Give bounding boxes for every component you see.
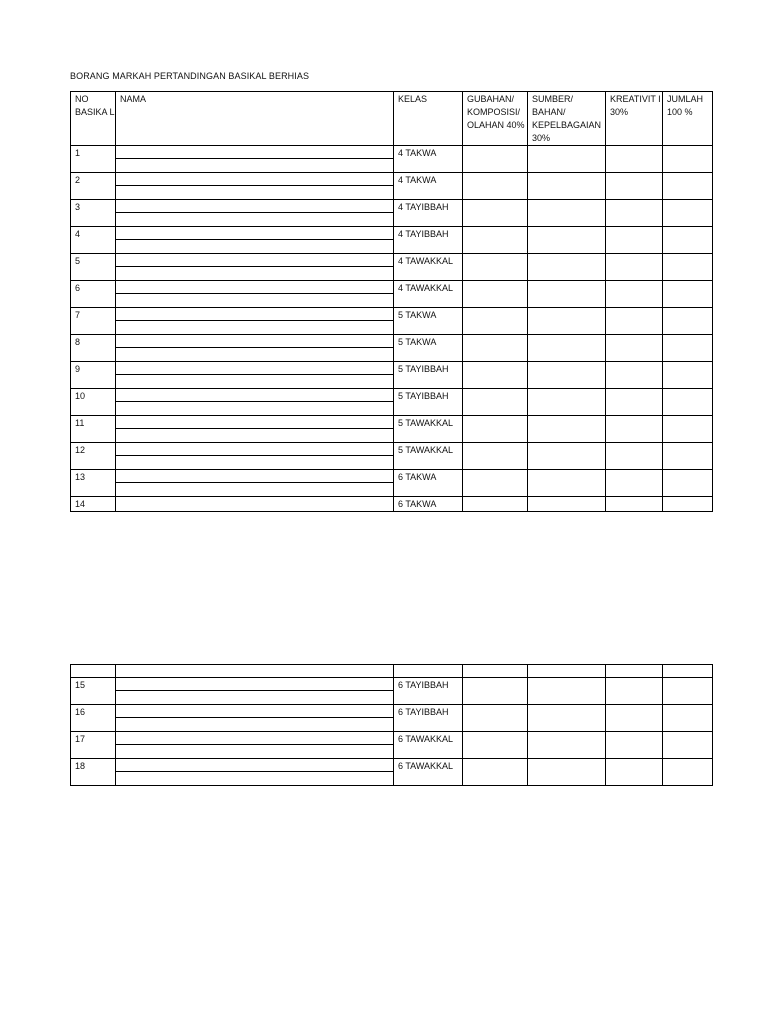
- no-cell-text: 3: [75, 202, 81, 212]
- kelas-cell: [394, 200, 463, 227]
- header-jumlah: JUMLAH 100 %: [663, 92, 713, 146]
- blank-cell: [606, 665, 663, 678]
- jumlah-score-cell[interactable]: [663, 732, 713, 759]
- no-cell-text: 2: [75, 175, 81, 185]
- gubahan-score-cell[interactable]: [463, 227, 528, 254]
- table-row: [71, 389, 713, 416]
- no-cell: [71, 173, 116, 200]
- no-cell: [71, 497, 116, 512]
- kreativiti-score-cell[interactable]: [606, 416, 663, 443]
- table-row: [71, 335, 713, 362]
- kelas-cell: [394, 443, 463, 470]
- kreativiti-score-cell[interactable]: [606, 759, 663, 786]
- jumlah-score-cell[interactable]: [663, 389, 713, 416]
- kreativiti-score-cell[interactable]: [606, 200, 663, 227]
- gubahan-score-cell[interactable]: [463, 416, 528, 443]
- kelas-cell-text: 6 TAWAKKAL: [398, 761, 454, 771]
- nama-cell[interactable]: [116, 732, 394, 759]
- kelas-cell-text: 6 TAWAKKAL: [398, 734, 454, 744]
- table-row: [71, 678, 713, 705]
- kreativiti-score-cell[interactable]: [606, 443, 663, 470]
- no-cell: [71, 308, 116, 335]
- kreativiti-score-cell[interactable]: [606, 146, 663, 173]
- kelas-cell-text: 4 TAYIBBAH: [398, 229, 449, 239]
- nama-cell[interactable]: [116, 254, 394, 281]
- header-no: NO BASIKA L: [71, 92, 116, 146]
- jumlah-score-cell[interactable]: [663, 497, 713, 512]
- kreativiti-score-cell[interactable]: [606, 389, 663, 416]
- header-kreativiti: KREATIVIT I 30%: [606, 92, 663, 146]
- blank-cell: [463, 665, 528, 678]
- nama-cell[interactable]: [116, 678, 394, 705]
- no-cell: [71, 281, 116, 308]
- kelas-cell: [394, 227, 463, 254]
- kelas-cell: [394, 146, 463, 173]
- sumber-score-cell[interactable]: [528, 200, 606, 227]
- table-row: [71, 173, 713, 200]
- kelas-cell-text: 5 TAKWA: [398, 310, 437, 320]
- table-row: [71, 732, 713, 759]
- nama-subline: [116, 455, 393, 456]
- no-cell: [71, 732, 116, 759]
- nama-cell[interactable]: [116, 308, 394, 335]
- kelas-cell-text: 5 TAYIBBAH: [398, 391, 449, 401]
- nama-subline: [116, 158, 393, 159]
- table-row: [71, 281, 713, 308]
- nama-subline: [116, 744, 393, 745]
- nama-cell[interactable]: [116, 173, 394, 200]
- sumber-score-cell[interactable]: [528, 335, 606, 362]
- nama-subline: [116, 690, 393, 691]
- no-cell-text: 7: [75, 310, 81, 320]
- no-cell-text: 9: [75, 364, 81, 374]
- nama-cell[interactable]: [116, 227, 394, 254]
- kelas-cell: [394, 497, 463, 512]
- kreativiti-score-cell[interactable]: [606, 227, 663, 254]
- sumber-score-cell[interactable]: [528, 443, 606, 470]
- no-cell: [71, 416, 116, 443]
- kreativiti-score-cell[interactable]: [606, 281, 663, 308]
- sumber-score-cell[interactable]: [528, 173, 606, 200]
- nama-subline: [116, 185, 393, 186]
- nama-subline: [116, 320, 393, 321]
- nama-subline: [116, 374, 393, 375]
- header-nama: NAMA: [116, 92, 394, 146]
- kreativiti-score-cell[interactable]: [606, 335, 663, 362]
- kelas-cell: [394, 759, 463, 786]
- kelas-cell: [394, 362, 463, 389]
- nama-cell[interactable]: [116, 389, 394, 416]
- kreativiti-score-cell[interactable]: [606, 470, 663, 497]
- sumber-score-cell[interactable]: [528, 416, 606, 443]
- kelas-cell-text: 4 TAYIBBAH: [398, 202, 449, 212]
- sumber-score-cell[interactable]: [528, 254, 606, 281]
- no-cell: [71, 200, 116, 227]
- no-cell-text: 1: [75, 148, 81, 158]
- sumber-score-cell[interactable]: [528, 227, 606, 254]
- kreativiti-score-cell[interactable]: [606, 705, 663, 732]
- nama-cell[interactable]: [116, 362, 394, 389]
- no-cell-text: 17: [75, 734, 86, 744]
- jumlah-score-cell[interactable]: [663, 362, 713, 389]
- kreativiti-score-cell[interactable]: [606, 254, 663, 281]
- no-cell: [71, 678, 116, 705]
- blank-cell: [394, 665, 463, 678]
- no-cell-text: 15: [75, 680, 86, 690]
- kelas-cell: [394, 678, 463, 705]
- score-table-page-2: [70, 664, 713, 786]
- table-row: [71, 705, 713, 732]
- nama-cell[interactable]: [116, 146, 394, 173]
- no-cell-text: 10: [75, 391, 86, 401]
- jumlah-score-cell[interactable]: [663, 705, 713, 732]
- no-cell-text: 6: [75, 283, 81, 293]
- gubahan-score-cell[interactable]: [463, 200, 528, 227]
- nama-subline: [116, 239, 393, 240]
- nama-subline: [116, 482, 393, 483]
- kelas-cell-text: 5 TAYIBBAH: [398, 364, 449, 374]
- nama-cell[interactable]: [116, 335, 394, 362]
- sumber-score-cell[interactable]: [528, 678, 606, 705]
- no-cell: [71, 146, 116, 173]
- jumlah-score-cell[interactable]: [663, 146, 713, 173]
- sumber-score-cell[interactable]: [528, 497, 606, 512]
- sumber-score-cell[interactable]: [528, 389, 606, 416]
- nama-subline: [116, 401, 393, 402]
- table-row: [71, 362, 713, 389]
- no-cell-text: 8: [75, 337, 81, 347]
- table-row: [71, 146, 713, 173]
- score-table-page-1: [70, 91, 713, 512]
- nama-subline: [116, 212, 393, 213]
- no-cell: [71, 759, 116, 786]
- kelas-cell: [394, 732, 463, 759]
- kelas-cell-text: 5 TAWAKKAL: [398, 418, 454, 428]
- nama-cell[interactable]: [116, 281, 394, 308]
- kelas-cell-text: 6 TAYIBBAH: [398, 680, 449, 690]
- kelas-cell-text: 6 TAKWA: [398, 472, 437, 482]
- kelas-cell-text: 4 TAKWA: [398, 175, 437, 185]
- nama-subline: [116, 266, 393, 267]
- table-row: [71, 254, 713, 281]
- sumber-score-cell[interactable]: [528, 281, 606, 308]
- blank-cell: [663, 665, 713, 678]
- gubahan-score-cell[interactable]: [463, 281, 528, 308]
- kelas-cell: [394, 389, 463, 416]
- kelas-cell: [394, 254, 463, 281]
- blank-cell: [116, 665, 394, 678]
- nama-subline: [116, 347, 393, 348]
- nama-subline: [116, 717, 393, 718]
- sumber-score-cell[interactable]: [528, 362, 606, 389]
- header-sumber: SUMBER/ BAHAN/ KEPELBAGAIAN 30%: [528, 92, 606, 146]
- nama-subline: [116, 428, 393, 429]
- table-row: [71, 470, 713, 497]
- kreativiti-score-cell[interactable]: [606, 497, 663, 512]
- no-cell: [71, 362, 116, 389]
- gubahan-score-cell[interactable]: [463, 335, 528, 362]
- nama-cell[interactable]: [116, 705, 394, 732]
- kelas-cell-text: 5 TAKWA: [398, 337, 437, 347]
- header-row: [71, 92, 713, 146]
- kelas-cell-text: 6 TAYIBBAH: [398, 707, 449, 717]
- gubahan-score-cell[interactable]: [463, 705, 528, 732]
- no-cell-text: 14: [75, 499, 86, 509]
- nama-cell[interactable]: [116, 497, 394, 512]
- kreativiti-score-cell[interactable]: [606, 678, 663, 705]
- kelas-cell: [394, 705, 463, 732]
- jumlah-score-cell[interactable]: [663, 254, 713, 281]
- no-cell: [71, 705, 116, 732]
- kelas-cell: [394, 308, 463, 335]
- no-cell-text: 11: [75, 418, 85, 428]
- kelas-cell: [394, 470, 463, 497]
- gubahan-score-cell[interactable]: [463, 497, 528, 512]
- sumber-score-cell[interactable]: [528, 732, 606, 759]
- kelas-cell-text: 4 TAWAKKAL: [398, 256, 454, 266]
- table-row: [71, 759, 713, 786]
- no-cell-text: 13: [75, 472, 86, 482]
- table-row: [71, 416, 713, 443]
- no-cell-text: 16: [75, 707, 86, 717]
- no-cell: [71, 335, 116, 362]
- kelas-cell: [394, 281, 463, 308]
- jumlah-score-cell[interactable]: [663, 678, 713, 705]
- gubahan-score-cell[interactable]: [463, 146, 528, 173]
- gubahan-score-cell[interactable]: [463, 389, 528, 416]
- no-cell: [71, 443, 116, 470]
- no-cell: [71, 254, 116, 281]
- kelas-cell-text: 5 TAWAKKAL: [398, 445, 454, 455]
- gubahan-score-cell[interactable]: [463, 470, 528, 497]
- table-row: [71, 497, 713, 512]
- sumber-score-cell[interactable]: [528, 759, 606, 786]
- gubahan-score-cell[interactable]: [463, 678, 528, 705]
- kreativiti-score-cell[interactable]: [606, 173, 663, 200]
- kelas-cell-text: 4 TAWAKKAL: [398, 283, 454, 293]
- table-row: [71, 308, 713, 335]
- continuation-blank-row: [71, 665, 713, 678]
- jumlah-score-cell[interactable]: [663, 308, 713, 335]
- nama-cell[interactable]: [116, 200, 394, 227]
- nama-cell[interactable]: [116, 470, 394, 497]
- gubahan-score-cell[interactable]: [463, 732, 528, 759]
- jumlah-score-cell[interactable]: [663, 200, 713, 227]
- nama-subline: [116, 771, 393, 772]
- blank-cell: [71, 665, 116, 678]
- no-cell-text: 18: [75, 761, 86, 771]
- table-row: [71, 443, 713, 470]
- no-cell: [71, 227, 116, 254]
- no-cell-text: 5: [75, 256, 81, 266]
- kelas-cell: [394, 416, 463, 443]
- no-cell: [71, 470, 116, 497]
- jumlah-score-cell[interactable]: [663, 759, 713, 786]
- jumlah-score-cell[interactable]: [663, 227, 713, 254]
- gubahan-score-cell[interactable]: [463, 362, 528, 389]
- jumlah-score-cell[interactable]: [663, 173, 713, 200]
- jumlah-score-cell[interactable]: [663, 416, 713, 443]
- nama-cell[interactable]: [116, 416, 394, 443]
- gubahan-score-cell[interactable]: [463, 443, 528, 470]
- jumlah-score-cell[interactable]: [663, 470, 713, 497]
- sumber-score-cell[interactable]: [528, 470, 606, 497]
- gubahan-score-cell[interactable]: [463, 759, 528, 786]
- jumlah-score-cell[interactable]: [663, 281, 713, 308]
- no-cell-text: 4: [75, 229, 81, 239]
- nama-cell[interactable]: [116, 759, 394, 786]
- nama-cell[interactable]: [116, 443, 394, 470]
- jumlah-score-cell[interactable]: [663, 443, 713, 470]
- kelas-cell-text: 6 TAKWA: [398, 499, 437, 509]
- kreativiti-score-cell[interactable]: [606, 308, 663, 335]
- jumlah-score-cell[interactable]: [663, 335, 713, 362]
- table-row: [71, 227, 713, 254]
- header-gubahan: GUBAHAN/ KOMPOSISI/ OLAHAN 40%: [463, 92, 528, 146]
- no-cell: [71, 389, 116, 416]
- sumber-score-cell[interactable]: [528, 308, 606, 335]
- gubahan-score-cell[interactable]: [463, 173, 528, 200]
- sumber-score-cell[interactable]: [528, 705, 606, 732]
- kelas-cell: [394, 335, 463, 362]
- sumber-score-cell[interactable]: [528, 146, 606, 173]
- header-kelas: KELAS: [394, 92, 463, 146]
- kelas-cell: [394, 173, 463, 200]
- blank-cell: [528, 665, 606, 678]
- form-title: BORANG MARKAH PERTANDINGAN BASIKAL BERHIAS: [70, 71, 310, 81]
- kreativiti-score-cell[interactable]: [606, 362, 663, 389]
- kreativiti-score-cell[interactable]: [606, 732, 663, 759]
- table-row: [71, 200, 713, 227]
- kelas-cell-text: 4 TAKWA: [398, 148, 437, 158]
- gubahan-score-cell[interactable]: [463, 308, 528, 335]
- gubahan-score-cell[interactable]: [463, 254, 528, 281]
- no-cell-text: 12: [75, 445, 86, 455]
- nama-subline: [116, 293, 393, 294]
